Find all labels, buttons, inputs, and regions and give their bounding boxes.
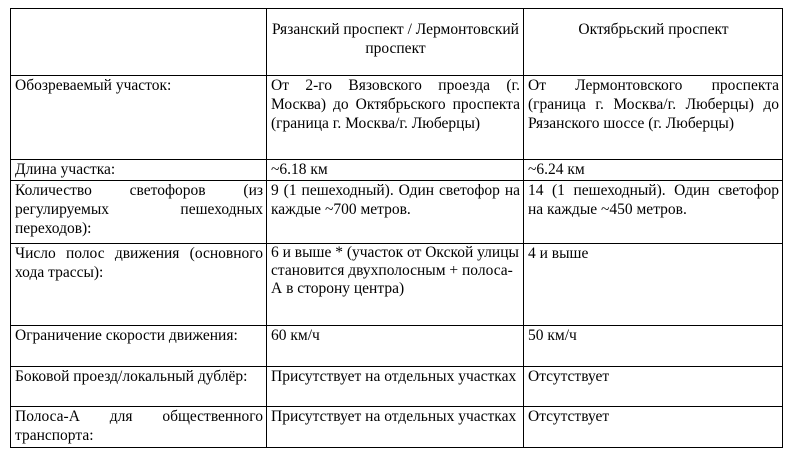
comparison-table xyxy=(10,8,783,448)
row-value-col2: 6 и выше * (участок от Окской улицы становится двухполосным + полоса-А в сторону центра) xyxy=(267,244,524,326)
table-row xyxy=(11,181,783,244)
row-value-col3: 14 (1 пешеходный). Один светофор на каждые ~450 метров. xyxy=(524,181,783,244)
table-row xyxy=(11,244,783,326)
table-header-row xyxy=(11,9,783,76)
table-row xyxy=(11,367,783,407)
row-value-col3: Отсутствует xyxy=(524,367,783,407)
row-value-col3: ~6.24 км xyxy=(524,160,783,181)
table-row xyxy=(11,407,783,448)
table-row xyxy=(11,160,783,181)
row-value-col3: 4 и выше xyxy=(524,244,783,326)
row-value-col2: 60 км/ч xyxy=(267,326,524,367)
row-value-col2: ~6.18 км xyxy=(267,160,524,181)
table-row xyxy=(11,326,783,367)
row-value-col3: 50 км/ч xyxy=(524,326,783,367)
row-value-col2: Присутствует на отдельных участках xyxy=(267,407,524,448)
row-value-col3: Отсутствует xyxy=(524,407,783,448)
row-value-col3: От Лермонтовского проспекта (граница г. Москва/г. Люберцы) до Рязанского шоссе (г. Люберцы) xyxy=(524,76,783,160)
row-label: Полоса-А для общественного транспорта: xyxy=(11,407,267,448)
row-label: Ограничение скорости движения: xyxy=(11,326,267,367)
table-row xyxy=(11,76,783,160)
row-label: Боковой проезд/локальный дублёр: xyxy=(11,367,267,407)
row-label: Количество светофоров (из регулируемых пешеходных переходов): xyxy=(11,181,267,244)
row-label: Обозреваемый участок: xyxy=(11,76,267,160)
row-value-col2: От 2-го Вязовского проезда (г. Москва) до Октябрьского проспекта (граница г. Москва/г. Люберцы) xyxy=(267,76,524,160)
header-empty-cell xyxy=(11,9,267,76)
row-value-col2: 9 (1 пешеходный). Один светофор на каждые ~700 метров. xyxy=(267,181,524,244)
row-label: Длина участка: xyxy=(11,160,267,181)
header-ryazansky: Рязанский проспект / Лермонтовский проспект xyxy=(267,9,524,76)
row-value-col2: Присутствует на отдельных участках xyxy=(267,367,524,407)
header-oktyabrsky: Октябрьский проспект xyxy=(524,9,783,76)
row-label: Число полос движения (основного хода трассы): xyxy=(11,244,267,326)
